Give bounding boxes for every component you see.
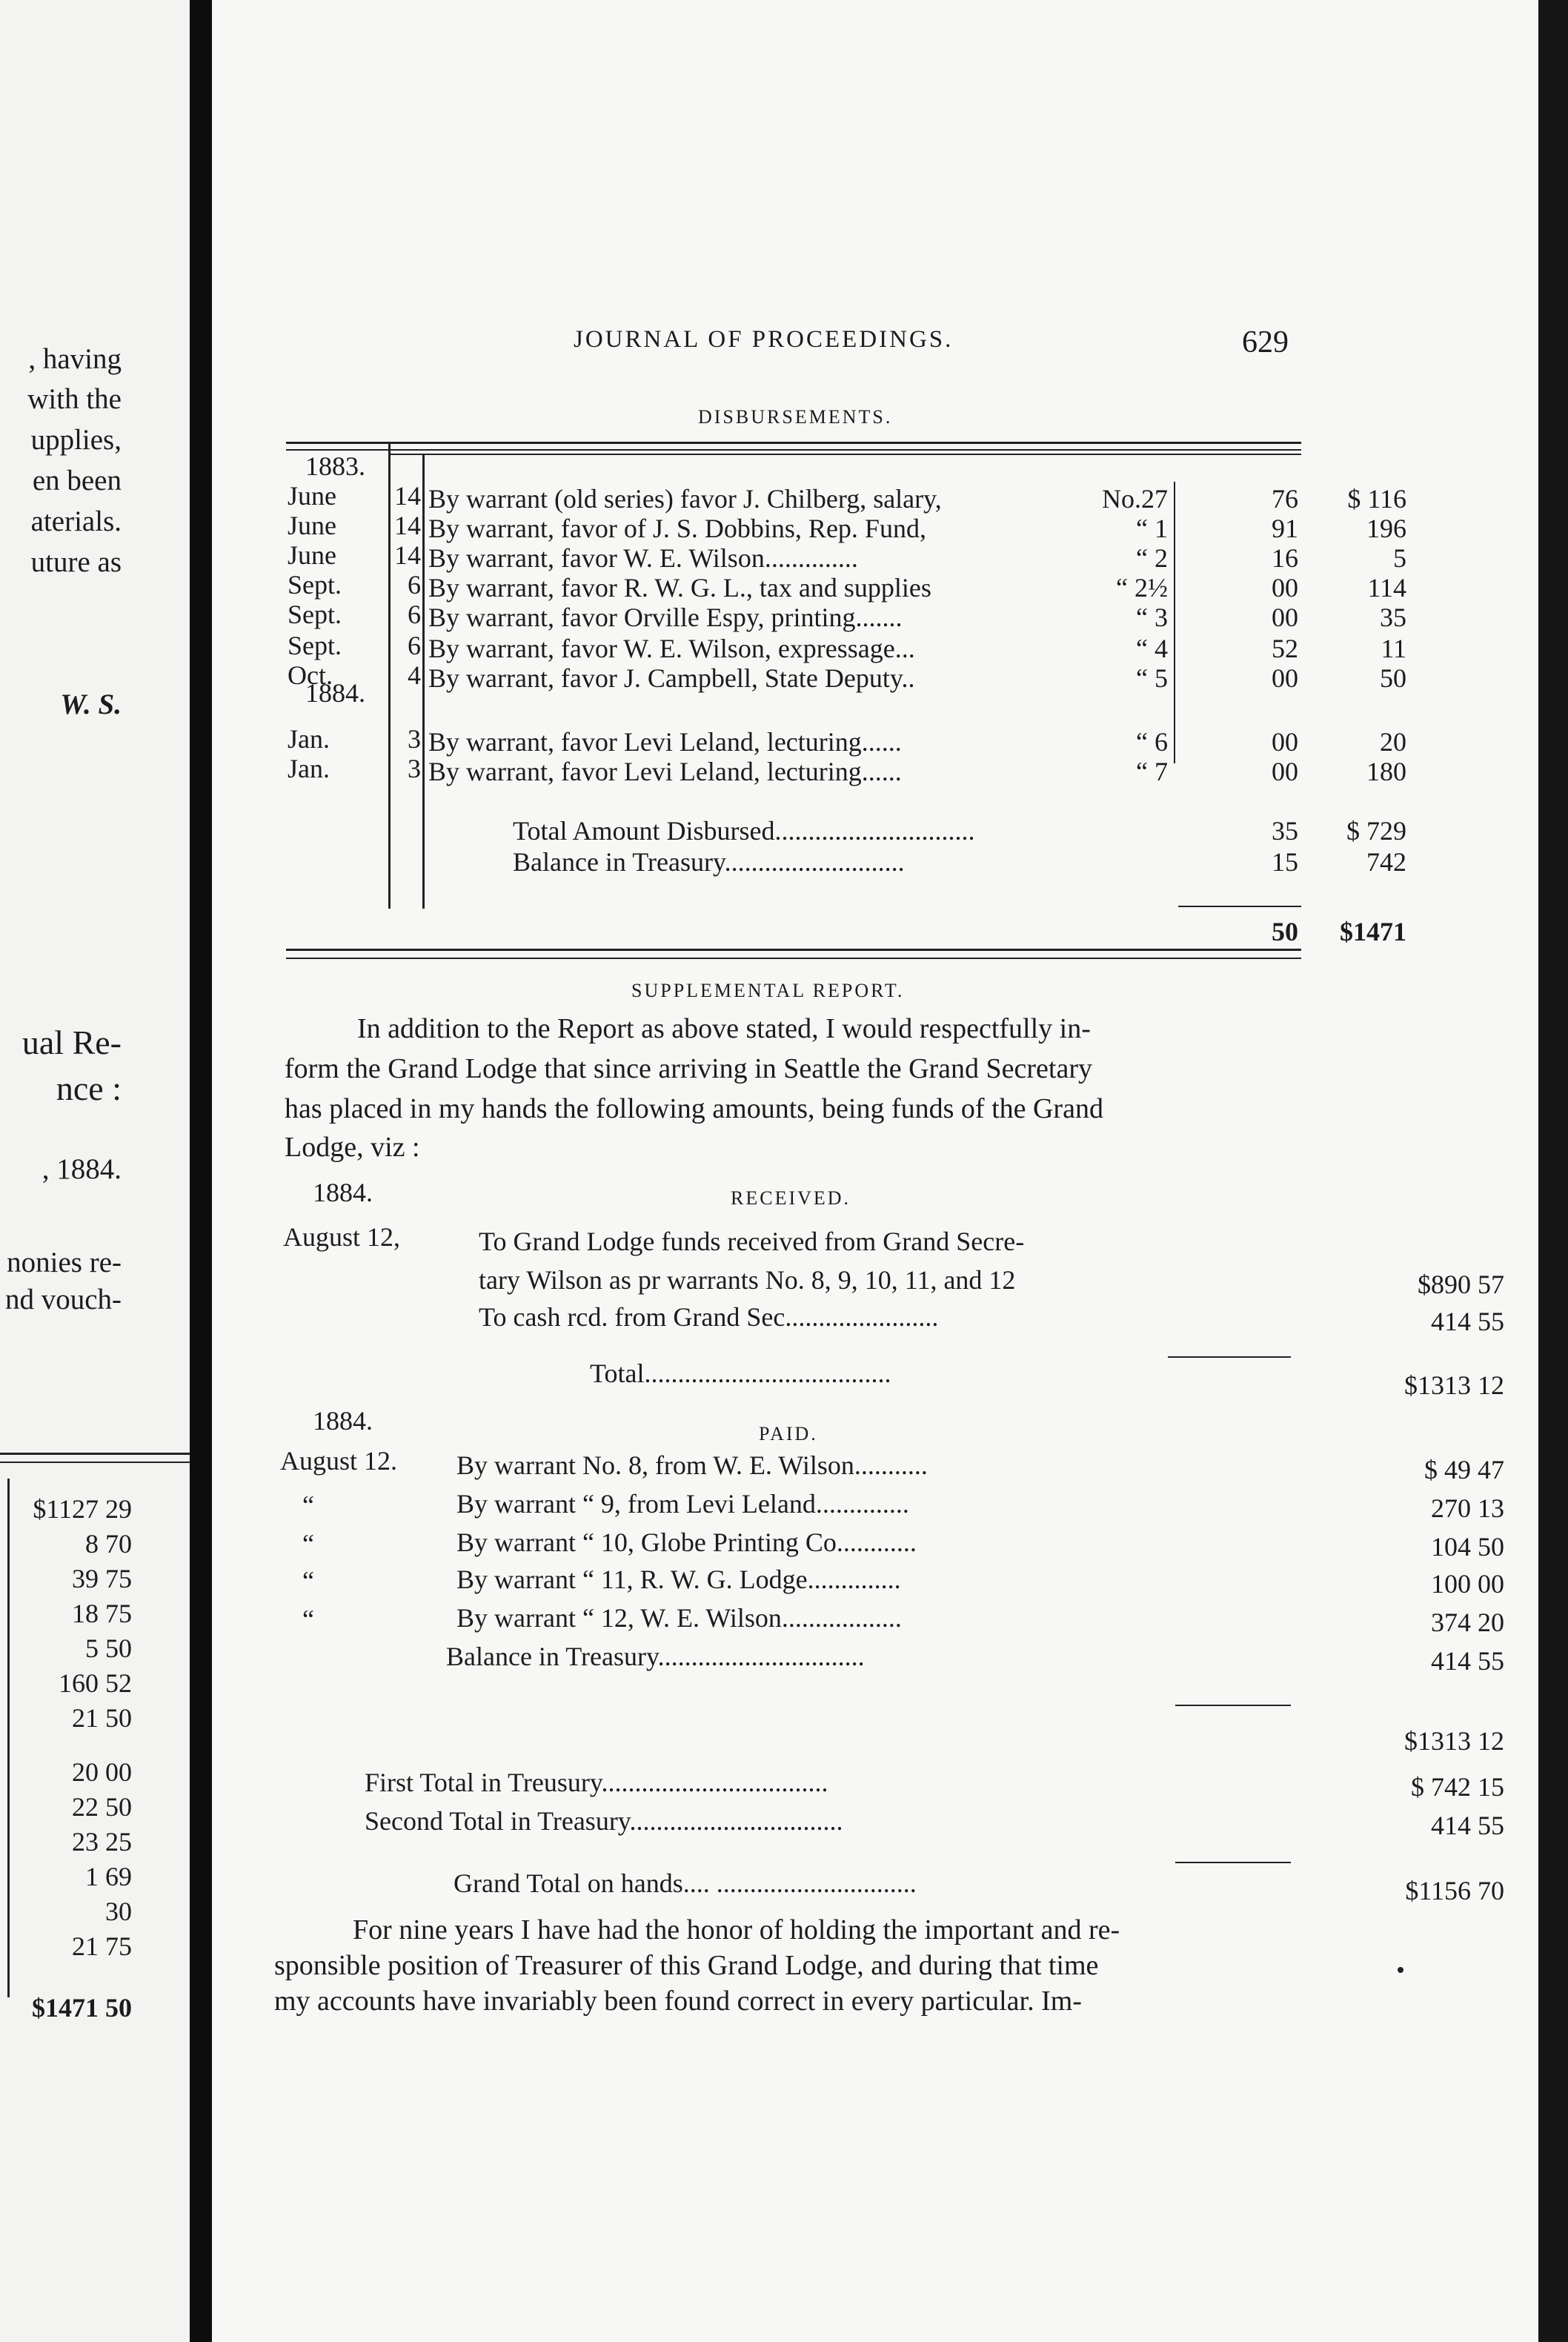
- row-dollars: 196: [1366, 514, 1406, 543]
- row-dollars: $ 116: [1347, 484, 1406, 514]
- page-number: 629: [1242, 325, 1289, 359]
- paid-row-label: By warrant No. 8, from W. E. Wilson...........: [456, 1450, 928, 1480]
- left-page-line: uture as: [30, 546, 122, 578]
- first-total-amount: $ 742 15: [1411, 1772, 1504, 1802]
- page-629: [212, 0, 1538, 2342]
- row-description: By warrant, favor R. W. G. L., tax and supplies: [428, 573, 931, 603]
- row-day: 3: [408, 754, 421, 783]
- intro-line: In addition to the Report as above stated, I would respectfully in-: [357, 1013, 1091, 1044]
- total-disbursed-cents: 35: [1272, 816, 1298, 846]
- received-total-label: Total.....................................: [590, 1359, 891, 1388]
- row-cents: 00: [1272, 663, 1298, 693]
- intro-line: form the Grand Lodge that since arriving in Seattle the Grand Secretary: [285, 1053, 1092, 1084]
- paid-row-label: By warrant “ 10, Globe Printing Co............: [456, 1527, 917, 1557]
- paid-row-amount: 104 50: [1431, 1532, 1504, 1562]
- row-description: By warrant, favor W. E. Wilson..............: [428, 543, 858, 573]
- row-day: 6: [408, 600, 421, 629]
- paid-heading: PAID.: [759, 1423, 818, 1444]
- closing-line: For nine years I have had the honor of holding the important and re-: [353, 1914, 1120, 1945]
- row-dollars: 35: [1380, 603, 1406, 632]
- intro-line: has placed in my hands the following amounts, being funds of the Grand: [285, 1093, 1103, 1124]
- row-day: 14: [394, 511, 421, 540]
- left-page-amount: $1471 50: [32, 1993, 132, 2023]
- row-month: June: [288, 511, 336, 540]
- row-dollars: 50: [1380, 663, 1406, 693]
- ink-speck: [1398, 1967, 1403, 1973]
- paid-balance-label: Balance in Treasury...............................: [446, 1642, 865, 1671]
- paid-ditto: “: [302, 1490, 314, 1520]
- book-gutter: [190, 0, 212, 2342]
- row-warrant-no: No.27: [1102, 484, 1168, 514]
- left-page-line: upplies,: [30, 424, 122, 456]
- row-cents: 91: [1272, 514, 1298, 543]
- received-line: To Grand Lodge funds received from Grand Secre-: [479, 1227, 1025, 1256]
- received-heading: RECEIVED.: [731, 1187, 851, 1209]
- paid-row-label: By warrant “ 9, from Levi Leland..............: [456, 1489, 909, 1519]
- year-label: 1884.: [305, 678, 365, 708]
- row-dollars: 11: [1381, 634, 1406, 663]
- grand-total-cents: 50: [1272, 917, 1298, 946]
- left-page-line: W. S.: [60, 689, 122, 720]
- paid-row-amount: $ 49 47: [1424, 1455, 1504, 1485]
- closing-line: my accounts have invariably been found correct in every particular. Im-: [274, 1986, 1082, 2017]
- paid-row-label: By warrant “ 12, W. E. Wilson..................: [456, 1603, 902, 1633]
- row-month: Sept.: [288, 600, 342, 629]
- row-warrant-no: “ 2½: [1116, 573, 1168, 603]
- closing-line: sponsible position of Treasurer of this Grand Lodge, and during that time: [274, 1950, 1099, 1981]
- left-page-line: en been: [32, 465, 122, 497]
- paid-row-amount: 270 13: [1431, 1493, 1504, 1523]
- row-description: By warrant, favor Levi Leland, lecturing......: [428, 727, 902, 757]
- left-page-line: with the: [27, 383, 122, 415]
- row-cents: 00: [1272, 603, 1298, 632]
- left-page-amount: 8 70: [85, 1529, 132, 1559]
- row-cents: 00: [1272, 757, 1298, 786]
- left-page-amount: 5 50: [85, 1633, 132, 1663]
- left-page-line: , 1884.: [41, 1153, 122, 1185]
- adjacent-page-fragment: [0, 0, 190, 2342]
- row-cents: 16: [1272, 543, 1298, 573]
- left-page-amount: 21 50: [72, 1703, 132, 1733]
- row-warrant-no: “ 7: [1136, 757, 1168, 786]
- row-day: 6: [408, 570, 421, 600]
- row-month: Jan.: [288, 754, 330, 783]
- left-page-amount: 20 00: [72, 1757, 132, 1787]
- row-day: 14: [394, 481, 421, 511]
- row-dollars: 114: [1367, 573, 1406, 603]
- paid-row-amount: 100 00: [1431, 1569, 1504, 1599]
- received-line: tary Wilson as pr warrants No. 8, 9, 10, 11, and 12: [479, 1265, 1016, 1295]
- row-description: By warrant, favor of J. S. Dobbins, Rep. Fund,: [428, 514, 926, 543]
- intro-line: Lodge, viz :: [285, 1132, 420, 1163]
- row-month: Jan.: [288, 724, 330, 754]
- received-year: 1884.: [313, 1178, 373, 1207]
- second-total-label: Second Total in Treasury................................: [365, 1806, 843, 1836]
- row-description: By warrant, favor Levi Leland, lecturing......: [428, 757, 902, 786]
- paid-year: 1884.: [313, 1406, 373, 1436]
- balance-cents: 15: [1272, 847, 1298, 877]
- row-day: 14: [394, 540, 421, 570]
- page-edge-shadow: [1538, 0, 1568, 2342]
- row-day: 3: [408, 724, 421, 754]
- row-month: June: [288, 540, 336, 570]
- row-warrant-no: “ 2: [1136, 543, 1168, 573]
- row-cents: 76: [1272, 484, 1298, 514]
- row-day: 4: [408, 660, 421, 690]
- row-month: Oct.: [288, 660, 333, 690]
- received-amount: 414 55: [1431, 1307, 1504, 1336]
- row-description: By warrant (old series) favor J. Chilberg, salary,: [428, 484, 942, 514]
- paid-row-label: By warrant “ 11, R. W. G. Lodge..............: [456, 1565, 901, 1594]
- grand-total-on-hands-amount: $1156 70: [1405, 1876, 1504, 1905]
- row-month: Sept.: [288, 570, 342, 600]
- received-line: To cash rcd. from Grand Sec.......................: [479, 1302, 939, 1332]
- row-day: 6: [408, 631, 421, 660]
- year-label: 1883.: [305, 451, 365, 481]
- left-page-amount: 39 75: [72, 1564, 132, 1593]
- row-description: By warrant, favor J. Campbell, State Deputy..: [428, 663, 915, 693]
- left-page-amount: 160 52: [59, 1668, 132, 1698]
- paid-ditto: “: [302, 1529, 314, 1559]
- left-page-line: ual Re-: [21, 1024, 122, 1061]
- balance-dollars: 742: [1366, 847, 1406, 877]
- grand-total-on-hands-label: Grand Total on hands.... ..............................: [454, 1868, 917, 1898]
- left-page-amount: 30: [105, 1897, 132, 1926]
- row-warrant-no: “ 6: [1136, 727, 1168, 757]
- left-page-amount: 22 50: [72, 1792, 132, 1822]
- paid-sum-amount: $1313 12: [1404, 1726, 1504, 1756]
- running-header: JOURNAL OF PROCEEDINGS.: [574, 326, 954, 353]
- total-disbursed-label: Total Amount Disbursed..............................: [513, 816, 975, 846]
- row-cents: 00: [1272, 727, 1298, 757]
- paid-ditto: “: [302, 1605, 314, 1634]
- row-cents: 00: [1272, 573, 1298, 603]
- row-description: By warrant, favor W. E. Wilson, expressage...: [428, 634, 915, 663]
- supplemental-heading: SUPPLEMENTAL REPORT.: [631, 980, 905, 1001]
- received-date: August 12,: [283, 1222, 401, 1252]
- row-cents: 52: [1272, 634, 1298, 663]
- grand-total-dollars: $1471: [1340, 917, 1406, 946]
- row-month: June: [288, 481, 336, 511]
- row-warrant-no: “ 3: [1136, 603, 1168, 632]
- balance-label: Balance in Treasury...........................: [513, 847, 905, 877]
- row-warrant-no: “ 5: [1136, 663, 1168, 693]
- first-total-label: First Total in Treusury..................................: [365, 1768, 828, 1797]
- left-page-amount: 18 75: [72, 1599, 132, 1628]
- left-page-amount: $1127 29: [33, 1494, 132, 1524]
- total-disbursed-dollars: $ 729: [1346, 816, 1406, 846]
- row-month: Sept.: [288, 631, 342, 660]
- left-page-line: nce :: [56, 1069, 122, 1107]
- left-page-line: nd vouch-: [4, 1284, 122, 1316]
- disbursements-heading: DISBURSEMENTS.: [698, 406, 893, 428]
- received-amount: $890 57: [1418, 1270, 1504, 1299]
- left-page-line: nonies re-: [7, 1247, 122, 1278]
- row-warrant-no: “ 1: [1136, 514, 1168, 543]
- left-page-line: aterials.: [30, 505, 122, 537]
- row-dollars: 180: [1366, 757, 1406, 786]
- row-description: By warrant, favor Orville Espy, printing.......: [428, 603, 903, 632]
- second-total-amount: 414 55: [1431, 1811, 1504, 1840]
- paid-balance-amount: 414 55: [1431, 1646, 1504, 1676]
- left-page-amount: 1 69: [85, 1862, 132, 1891]
- paid-date: August 12.: [280, 1446, 398, 1476]
- received-total-amount: $1313 12: [1404, 1370, 1504, 1400]
- left-page-line: , having: [28, 343, 122, 375]
- row-dollars: 20: [1380, 727, 1406, 757]
- paid-ditto: “: [302, 1566, 314, 1596]
- left-page-amount: 21 75: [72, 1931, 132, 1961]
- row-dollars: 5: [1393, 543, 1406, 573]
- paid-row-amount: 374 20: [1431, 1608, 1504, 1637]
- left-page-amount: 23 25: [72, 1827, 132, 1857]
- row-warrant-no: “ 4: [1136, 634, 1168, 663]
